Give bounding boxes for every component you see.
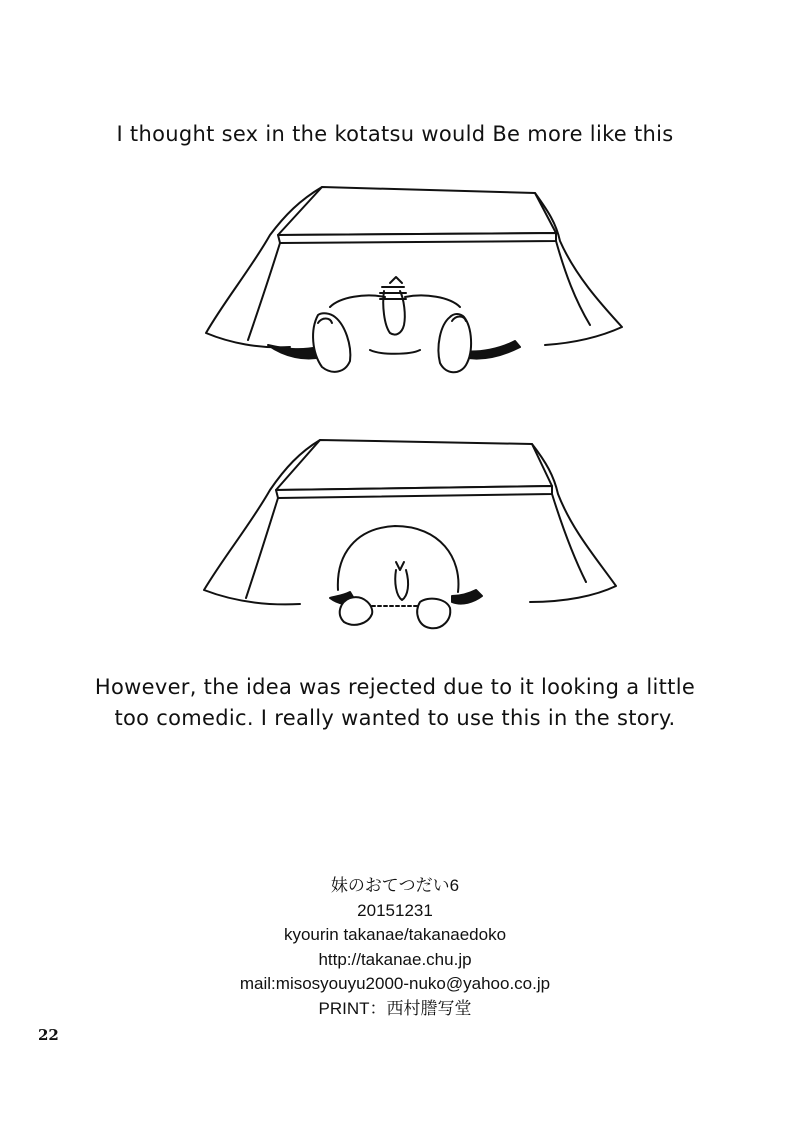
colophon-date: 20151231 [357, 900, 433, 920]
colophon-mail: mail:misosyouyu2000-nuko@yahoo.co.jp [239, 974, 551, 993]
colophon-website: http://takanae.chu.jp [318, 949, 472, 969]
caption-top-text: I thought sex in the kotatsu would Be more like this [116, 122, 674, 146]
colophon-title: 妹のおてつだい6 [330, 876, 460, 895]
caption-top [0, 122, 790, 146]
colophon-circle: kyourin takanae/takanaedoko [283, 925, 507, 944]
caption-bottom-line-2: too comedic. I really wanted to use this in the story. [114, 706, 676, 730]
colophon-print: PRINT：西村謄写堂 [318, 998, 472, 1018]
colophon [0, 874, 790, 1021]
kotatsu-illustration-lower [0, 430, 790, 640]
caption-bottom [0, 672, 790, 734]
kotatsu-illustration-upper [0, 175, 790, 390]
page-number: 22 [38, 1026, 59, 1044]
caption-bottom-line-1: However, the idea was rejected due to it looking a little [94, 675, 696, 699]
